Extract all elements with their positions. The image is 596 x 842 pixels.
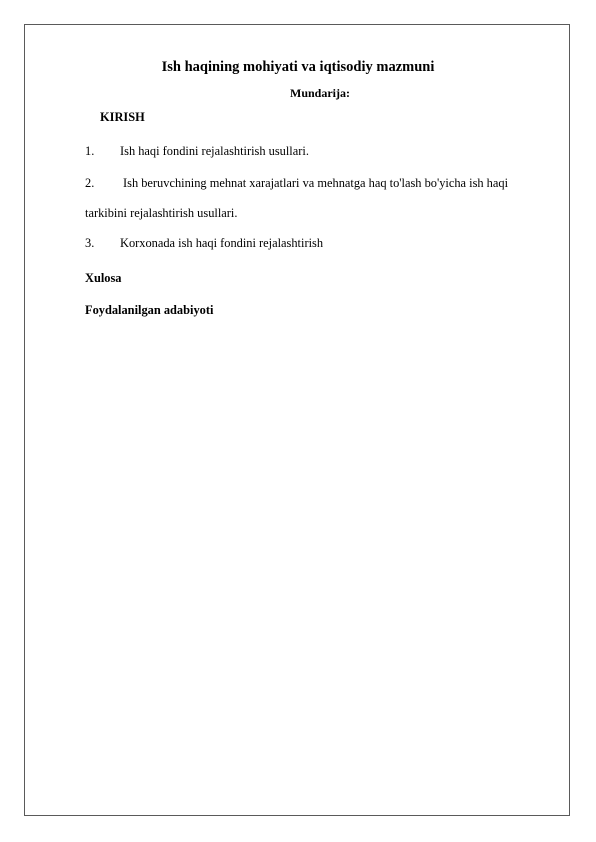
contents-heading: Mundarija: (290, 86, 350, 100)
contents-item-2: Ish beruvchining mehnat xarajatlari va mehnatga haq to'lash bo'yicha ish haqi (123, 176, 509, 190)
item-number-2: 2. (85, 176, 95, 190)
references-heading: Foydalanilgan adabiyoti (85, 303, 214, 317)
item-number-1: 1. (85, 144, 95, 158)
item-number-3: 3. (85, 236, 95, 250)
contents-item-3: Korxonada ish haqi fondini rejalashtirish (120, 236, 324, 250)
document-title: Ish haqining mohiyati va iqtisodiy mazmuni (161, 59, 435, 75)
conclusion-heading: Xulosa (85, 271, 122, 285)
contents-item-1: Ish haqi fondini rejalashtirish usullari. (120, 144, 309, 158)
page-border (24, 24, 570, 816)
intro-heading: KIRISH (100, 110, 145, 124)
contents-item-2-continuation: tarkibini rejalashtirish usullari. (85, 206, 238, 220)
